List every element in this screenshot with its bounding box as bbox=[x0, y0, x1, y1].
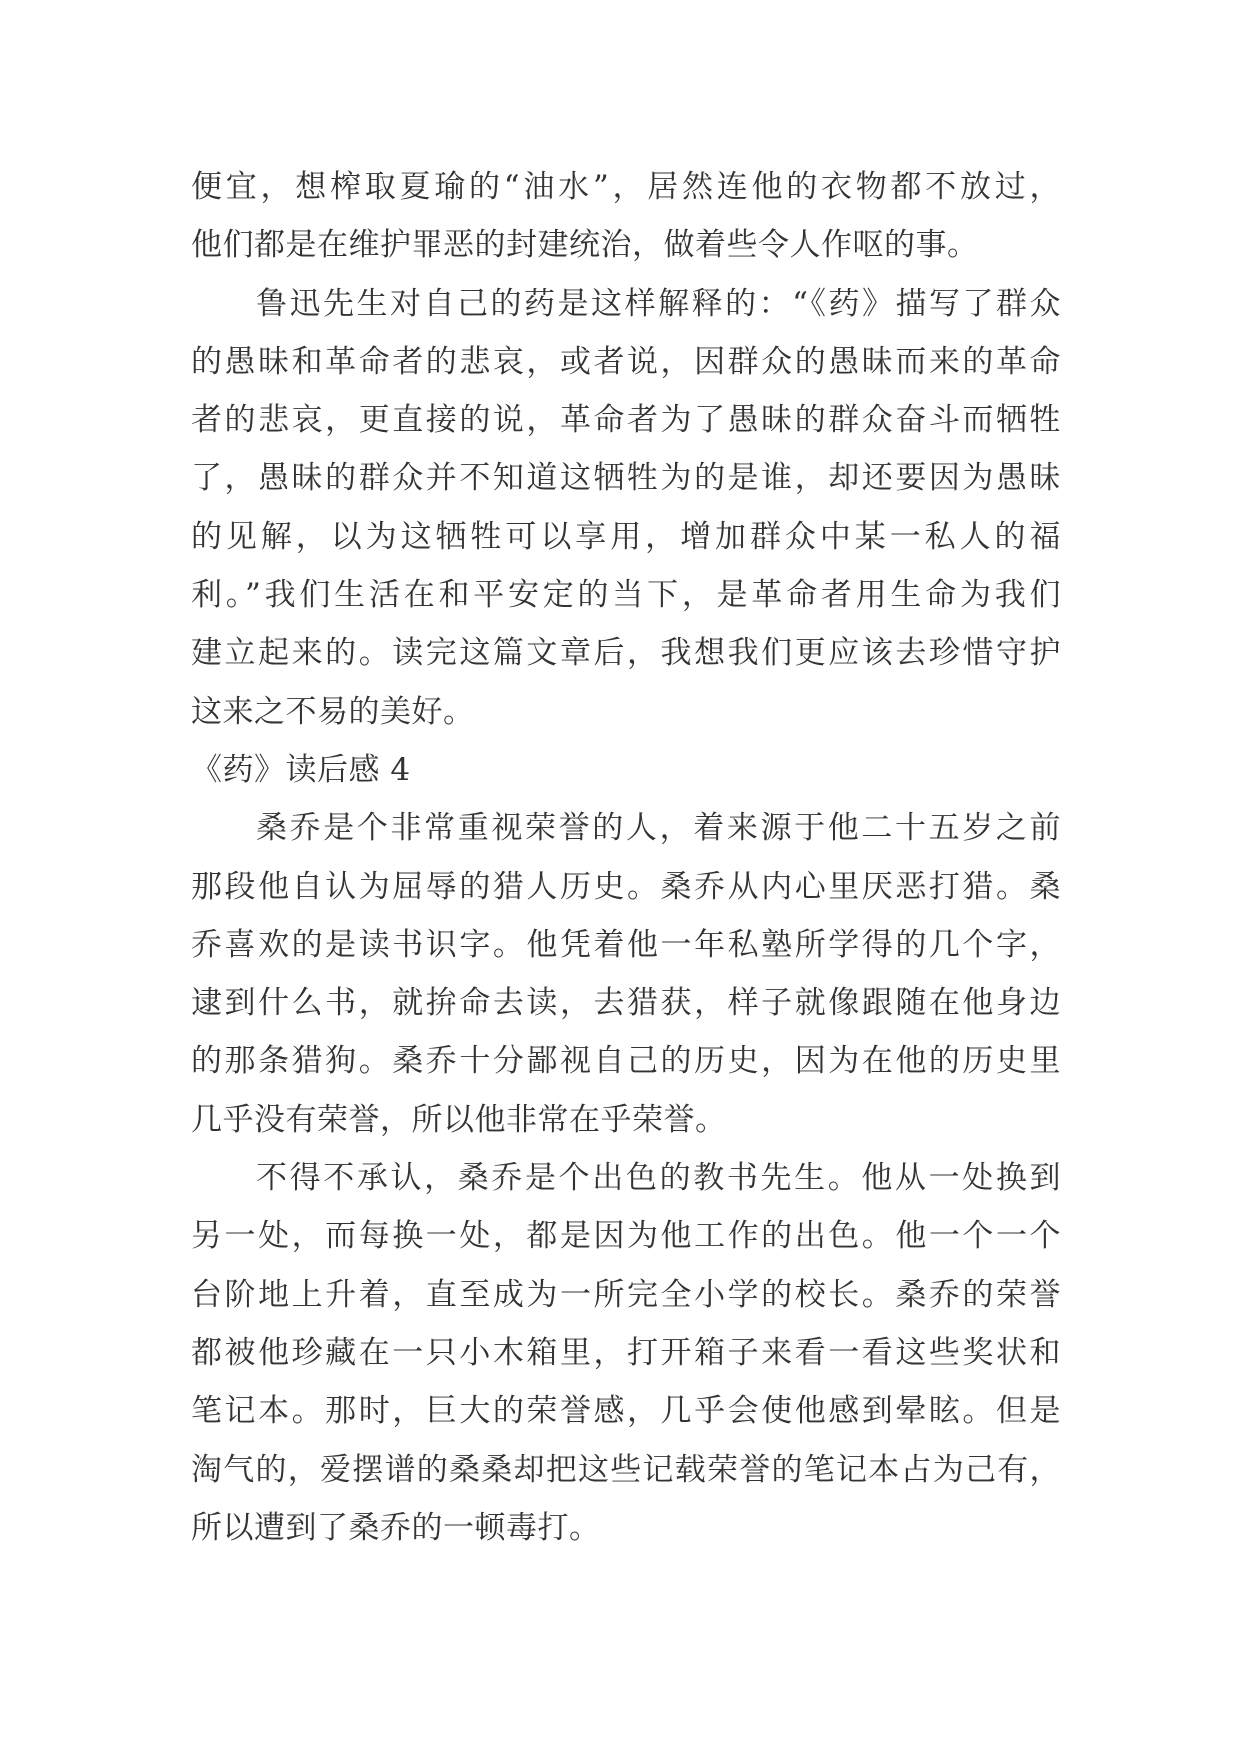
text-line: 利。”我们生活在和平安定的当下，是革命者用生命为我们 bbox=[191, 577, 1061, 614]
text-line: 逮到什么书，就拚命去读，去猎获，样子就像跟随在他身边 bbox=[191, 985, 1061, 1022]
text-line: 所以遭到了桑乔的一顿毒打。 bbox=[191, 1509, 601, 1546]
text-line: 的见解，以为这牺牲可以享用，增加群众中某一私人的福 bbox=[191, 518, 1061, 555]
text-line: 者的悲哀，更直接的说，革命者为了愚昧的群众奋斗而牺牲 bbox=[191, 402, 1061, 439]
text-line: 便宜，想榨取夏瑜的“油水”，居然连他的衣物都不放过， bbox=[191, 169, 1061, 205]
text-line: 了，愚昧的群众并不知道这牺牲为的是谁，却还要因为愚昧 bbox=[191, 460, 1061, 497]
text-line: 鲁迅先生对自己的药是这样解释的：“《药》描写了群众 bbox=[256, 285, 1061, 322]
text-line: 这来之不易的美好。 bbox=[191, 693, 475, 730]
text-line: 淘气的，爱摆谱的桑桑却把这些记载荣誉的笔记本占为己有， bbox=[191, 1451, 1061, 1488]
document-body bbox=[191, 158, 1061, 1557]
text-line: 另一处，而每换一处，都是因为他工作的出色。他一个一个 bbox=[191, 1218, 1061, 1255]
text-line: 的那条猎狗。桑乔十分鄙视自己的历史，因为在他的历史里 bbox=[191, 1043, 1061, 1080]
text-line: 不得不承认，桑乔是个出色的教书先生。他从一处换到 bbox=[256, 1160, 1061, 1197]
text-line: 桑乔是个非常重视荣誉的人，着来源于他二十五岁之前 bbox=[256, 810, 1061, 847]
text-line: 那段他自认为屈辱的猎人历史。桑乔从内心里厌恶打猎。桑 bbox=[191, 868, 1061, 905]
text-line: 几乎没有荣誉，所以他非常在乎荣誉。 bbox=[191, 1101, 727, 1138]
text-line: 台阶地上升着，直至成为一所完全小学的校长。桑乔的荣誉 bbox=[191, 1276, 1061, 1313]
text-line: 建立起来的。读完这篇文章后，我想我们更应该去珍惜守护 bbox=[191, 635, 1061, 672]
text-line: 笔记本。那时，巨大的荣誉感，几乎会使他感到晕眩。但是 bbox=[191, 1393, 1061, 1430]
text-line: 都被他珍藏在一只小木箱里，打开箱子来看一看这些奖状和 bbox=[191, 1334, 1061, 1371]
text-line: 他们都是在维护罪恶的封建统治，做着些令人作呕的事。 bbox=[191, 227, 979, 264]
text-line: 的愚昧和革命者的悲哀，或者说，因群众的愚昧而来的革命 bbox=[191, 343, 1061, 380]
text-line: 乔喜欢的是读书识字。他凭着他一年私塾所学得的几个字， bbox=[191, 926, 1061, 963]
section-heading: 《药》读后感 4 bbox=[191, 751, 411, 788]
